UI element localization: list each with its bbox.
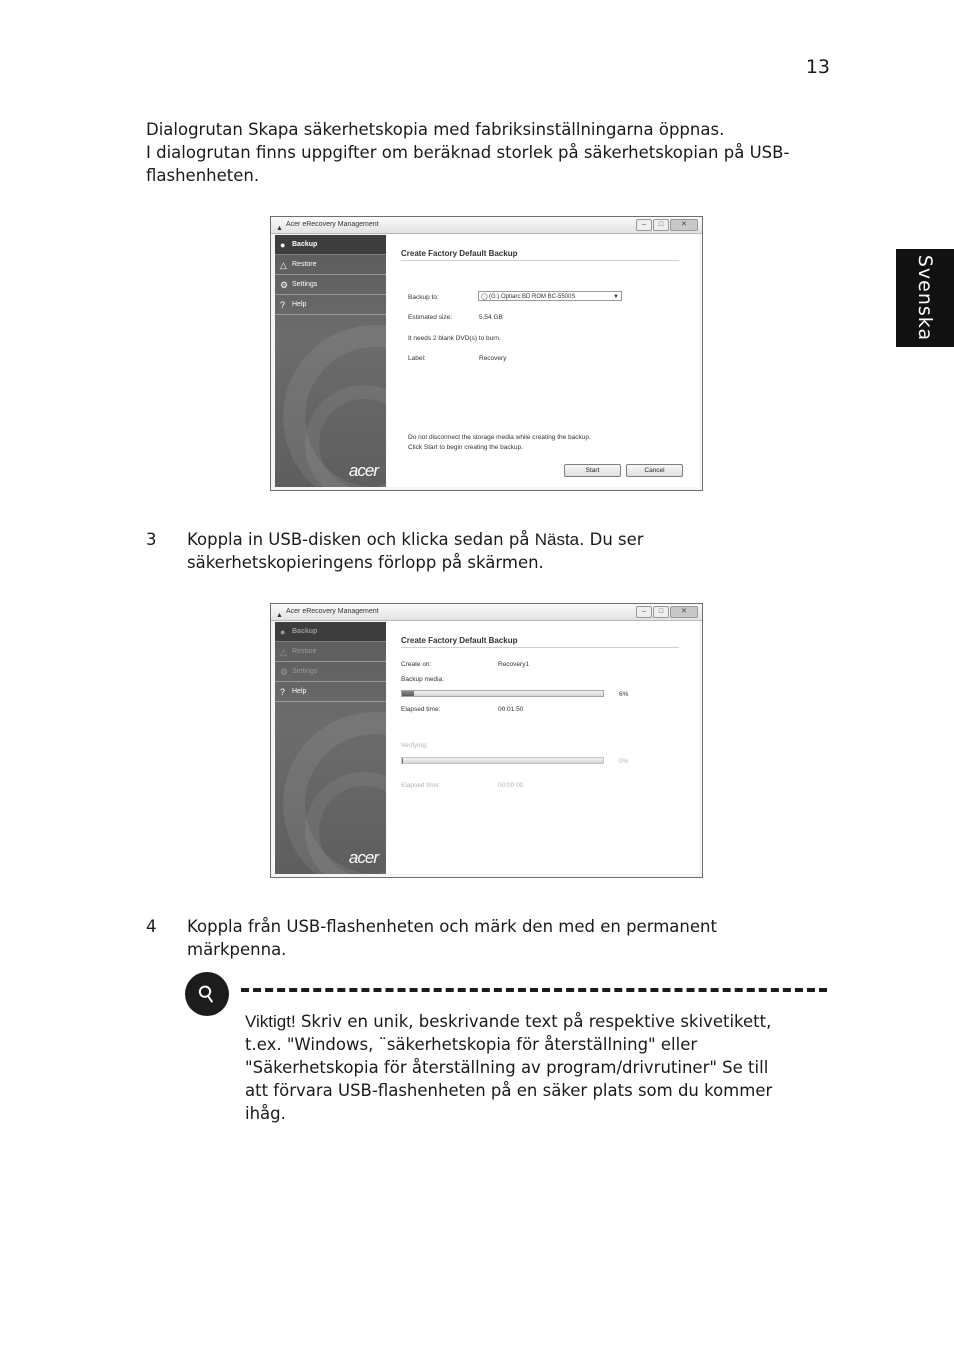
start-button[interactable]: Start (564, 464, 621, 477)
step3-line: Koppla in USB-disken och klicka sedan på Nästa. Du ser (187, 530, 644, 549)
verify-progress-fill (402, 758, 403, 763)
instruction-text: Click Start to begin creating the backup. (408, 444, 523, 451)
elapsed-time-label: Elapsed time: (401, 706, 441, 713)
backup-target-value: (G:) Optiarc BD ROM BC-5500S (489, 294, 576, 300)
nav-item-help[interactable]: ? Help (275, 682, 386, 702)
dialog-content (386, 234, 699, 487)
intro-line: Dialogrutan Skapa säkerhetskopia med fabriksinställningarna öppnas. (146, 120, 725, 139)
verify-elapsed-value: 00:00:00 (498, 782, 524, 789)
verifying-label: Verifying: (401, 742, 428, 749)
note-line: att förvara USB-flashenheten på en säker plats som du kommer (245, 1081, 773, 1100)
step-number: 4 (146, 917, 157, 936)
language-side-tab (896, 249, 954, 347)
backup-target-dropdown[interactable] (478, 291, 622, 301)
window-controls (635, 606, 698, 618)
sidebar (275, 235, 386, 487)
label-field-label: Label: (408, 355, 426, 362)
label-field-value: Recovery (479, 355, 507, 362)
nav-item-backup[interactable]: ● Backup (275, 622, 386, 642)
side-tab-label: Svenska (914, 254, 936, 342)
dialog-heading: Create Factory Default Backup (401, 249, 518, 258)
elapsed-time-value: 00:01:50 (498, 706, 524, 713)
cancel-button[interactable]: Cancel (626, 464, 683, 477)
note-divider (241, 988, 827, 992)
sidebar (275, 622, 386, 874)
help-icon: ? (280, 687, 286, 697)
gear-icon: ⚙ (280, 280, 289, 290)
backup-media-label: Backup media: (401, 676, 444, 683)
note-line: t.ex. "Windows, ¨säkerhetskopia för återställning" eller (245, 1035, 698, 1054)
verify-percent: 0% (619, 758, 629, 765)
dialog-heading: Create Factory Default Backup (401, 636, 518, 645)
step4-line: Koppla från USB-flashenheten och märk den med en permanent (187, 917, 717, 936)
dvd-requirement-text: It needs 2 blank DVD(s) to burn. (408, 335, 501, 342)
window-titlebar (271, 604, 702, 621)
restore-icon: △ (280, 260, 287, 270)
nav-item-help[interactable]: ? Help (275, 295, 386, 315)
backup-progress-fill (402, 691, 414, 696)
backup-to-label: Backup to: (408, 294, 439, 301)
note-line: ihåg. (245, 1104, 286, 1123)
help-icon: ? (280, 300, 286, 310)
backup-progress-screenshot (270, 603, 703, 878)
nav-item-restore[interactable]: △ Restore (275, 255, 386, 275)
key-icon: ⚲ (193, 979, 221, 1009)
estimated-size-value: 5.54 GB (479, 314, 503, 321)
backup-percent: 6% (619, 691, 629, 698)
close-button[interactable]: ✕ (670, 606, 698, 618)
step-number: 3 (146, 530, 157, 549)
intro-paragraph (146, 118, 789, 187)
maximize-button[interactable]: □ (653, 606, 669, 618)
nav-item-settings[interactable]: ⚙ Settings (275, 662, 386, 682)
window-title: Acer eRecovery Management (286, 221, 379, 228)
step4-text (187, 915, 717, 961)
dialog-content (386, 621, 699, 874)
backup-progress-bar (401, 690, 604, 697)
verify-progress-bar (401, 757, 604, 764)
backup-dialog-screenshot (270, 216, 703, 491)
next-button-reference: Nästa (534, 530, 580, 549)
acer-logo: acer (348, 848, 378, 867)
nav-item-backup[interactable]: ● Backup (275, 235, 386, 255)
note-line: "Säkerhetskopia för återställning av program/drivrutiner" Se till (245, 1058, 769, 1077)
acer-logo: acer (348, 461, 378, 480)
page-number: 13 (805, 56, 830, 78)
heading-divider (401, 647, 679, 648)
close-button[interactable]: ✕ (670, 219, 698, 231)
note-label: Viktigt! (245, 1012, 296, 1031)
disc-drive-icon: ◯ (481, 294, 488, 300)
nav-item-settings[interactable]: ⚙ Settings (275, 275, 386, 295)
warning-text: Do not disconnect the storage media while creating the backup. (408, 434, 591, 441)
window-title: Acer eRecovery Management (286, 608, 379, 615)
note-line: Viktigt! Skriv en unik, beskrivande text på respektive skivetikett, (245, 1012, 772, 1031)
minimize-button[interactable]: – (636, 606, 652, 618)
app-icon: ▲ (276, 225, 283, 232)
maximize-button[interactable]: □ (653, 219, 669, 231)
estimated-size-label: Estimated size: (408, 314, 453, 321)
app-icon: ▲ (276, 612, 283, 619)
nav-item-restore[interactable]: △ Restore (275, 642, 386, 662)
backup-icon: ● (280, 240, 286, 250)
step4-line: märkpenna. (187, 940, 287, 959)
intro-line: flashenheten. (146, 166, 260, 185)
important-note-icon (185, 972, 229, 1016)
verify-elapsed-label: Elapsed time: (401, 782, 441, 789)
minimize-button[interactable]: – (636, 219, 652, 231)
window-titlebar (271, 217, 702, 234)
restore-icon: △ (280, 647, 287, 657)
step3-text (187, 528, 644, 574)
create-on-label: Create on: (401, 661, 432, 668)
backup-icon: ● (280, 627, 286, 637)
intro-line: I dialogrutan finns uppgifter om beräknad storlek på säkerhetskopian på USB- (146, 143, 790, 162)
gear-icon: ⚙ (280, 667, 289, 677)
create-on-value: Recovery1 (498, 661, 530, 668)
window-controls (635, 219, 698, 231)
heading-divider (401, 260, 679, 261)
step3-line: säkerhetskopieringens förlopp på skärmen. (187, 553, 544, 572)
chevron-down-icon: ▼ (613, 294, 619, 300)
important-note (245, 1010, 772, 1125)
